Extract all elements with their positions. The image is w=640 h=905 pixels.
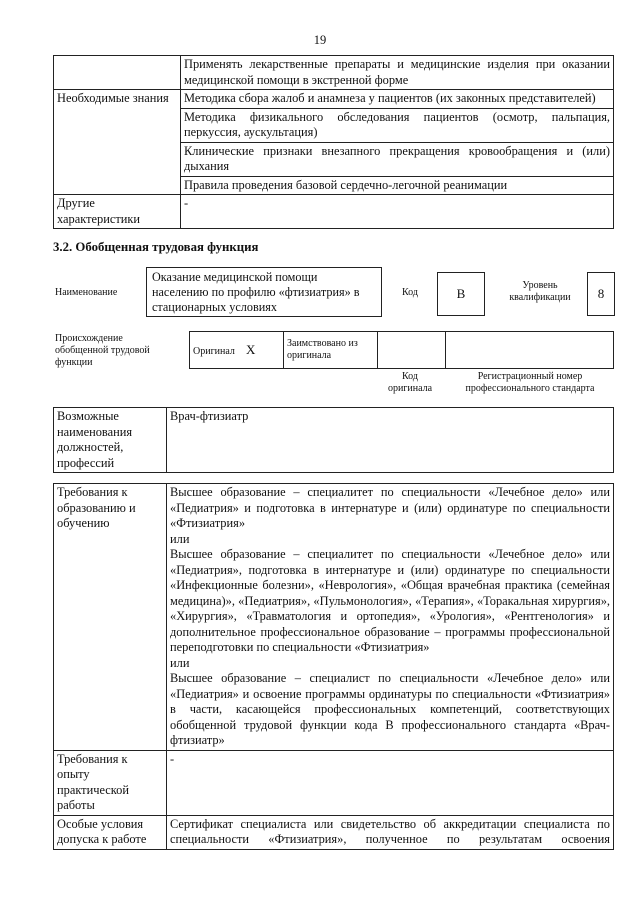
code-label: Код	[402, 287, 418, 298]
education-paragraph: или	[170, 655, 190, 670]
row-item: Методика физикального обследования пациентов (осмотр, пальпация, перкуссия, аускультация)	[181, 108, 614, 142]
code-value: B	[456, 286, 466, 302]
requirements-table	[53, 483, 614, 850]
table-row	[54, 56, 614, 90]
level-label: Уровень квалификации	[509, 280, 571, 303]
origin-table	[189, 331, 614, 369]
regnum-cell	[446, 332, 614, 369]
table-row	[54, 750, 614, 815]
row-item: Клинические признаки внезапного прекращения кровообращения и (или) дыхания	[181, 142, 614, 176]
positions-label: Возможные наименования должностей, профессий	[54, 408, 167, 473]
function-name-box	[146, 267, 382, 317]
original-mark: X	[246, 341, 256, 357]
page-number: 19	[313, 33, 327, 47]
positions-table	[53, 407, 614, 473]
education-value	[167, 484, 614, 751]
borrowed-label: Заимствовано из оригинала	[284, 332, 378, 369]
table-row	[54, 815, 614, 849]
special-label: Особые условия допуска к работе	[54, 815, 167, 849]
experience-label: Требования к опыту практической работы	[54, 750, 167, 815]
special-value: Сертификат специалиста или свидетельство об аккредитации специалиста по специальности «Фтизиатрия», полученное по результатам освоения	[167, 815, 614, 849]
row-item: Правила проведения базовой сердечно-легочной реанимации	[181, 176, 614, 195]
education-label: Требования к образованию и обучению	[54, 484, 167, 751]
row-label: Необходимые знания	[54, 90, 181, 195]
table-row	[54, 195, 614, 229]
code-original-caption: Код оригинала	[387, 371, 433, 394]
row-label: Другие характеристики	[54, 195, 181, 229]
regnum-caption: Регистрационный номер профессионального стандарта	[465, 371, 595, 394]
code-box	[437, 272, 485, 316]
level-box	[587, 272, 615, 316]
row-label	[54, 56, 181, 90]
function-name: Оказание медицинской помощи населению по профилю «фтизиатрия» в стационарных условиях	[152, 270, 360, 314]
code-original-cell	[378, 332, 446, 369]
row-item: -	[181, 195, 614, 229]
table-row	[54, 484, 614, 751]
name-label: Наименование	[55, 287, 118, 298]
original-label: Оригинал	[193, 345, 235, 357]
education-paragraph: Высшее образование – специалист по специальности «Лечебное дело» или «Педиатрия» и освоение программы ординатуры по специальности «Фтизиатрия» в части, касающейся профессиональных компетенций, соответствующих обобщенной трудовой функции кода B профессионального стандарта «Врач-фтизиатр»	[170, 671, 610, 747]
origin-label: Происхождение обобщенной трудовой функции	[55, 333, 150, 368]
positions-value: Врач-фтизиатр	[167, 408, 614, 473]
row-item: Методика сбора жалоб и анамнеза у пациентов (их законных представителей)	[181, 90, 614, 109]
section-title: 3.2. Обобщенная трудовая функция	[53, 240, 259, 254]
table-row	[54, 90, 614, 109]
education-paragraph: Высшее образование – специалитет по специальности «Лечебное дело» или «Педиатрия» и подготовка в интернатуре и (или) ординатуре по специальности «Фтизиатрия»	[170, 485, 610, 530]
education-paragraph: или	[170, 531, 190, 546]
row-item: Применять лекарственные препараты и медицинские изделия при оказании медицинской помощи в экстренной форме	[181, 56, 614, 90]
education-paragraph: Высшее образование – специалитет по специальности «Лечебное дело» или «Педиатрия», подготовка в интернатуре и (или) ординатуре по специальности «Инфекционные болезни», «Неврология», «Общая врачебная практика (семейная медицина)», «Педиатрия», «Пульмонология», «Терапия», «Торакальная хирургия», «Хирургия», «Травматология и ортопедия», «Урология», «Рентгенология» и дополнительное профессиональное образование – программы профессиональной переподготовки по специальности «Фтизиатрия»	[170, 547, 610, 654]
experience-value: -	[167, 750, 614, 815]
level-value: 8	[597, 286, 605, 302]
skills-table	[53, 55, 614, 229]
